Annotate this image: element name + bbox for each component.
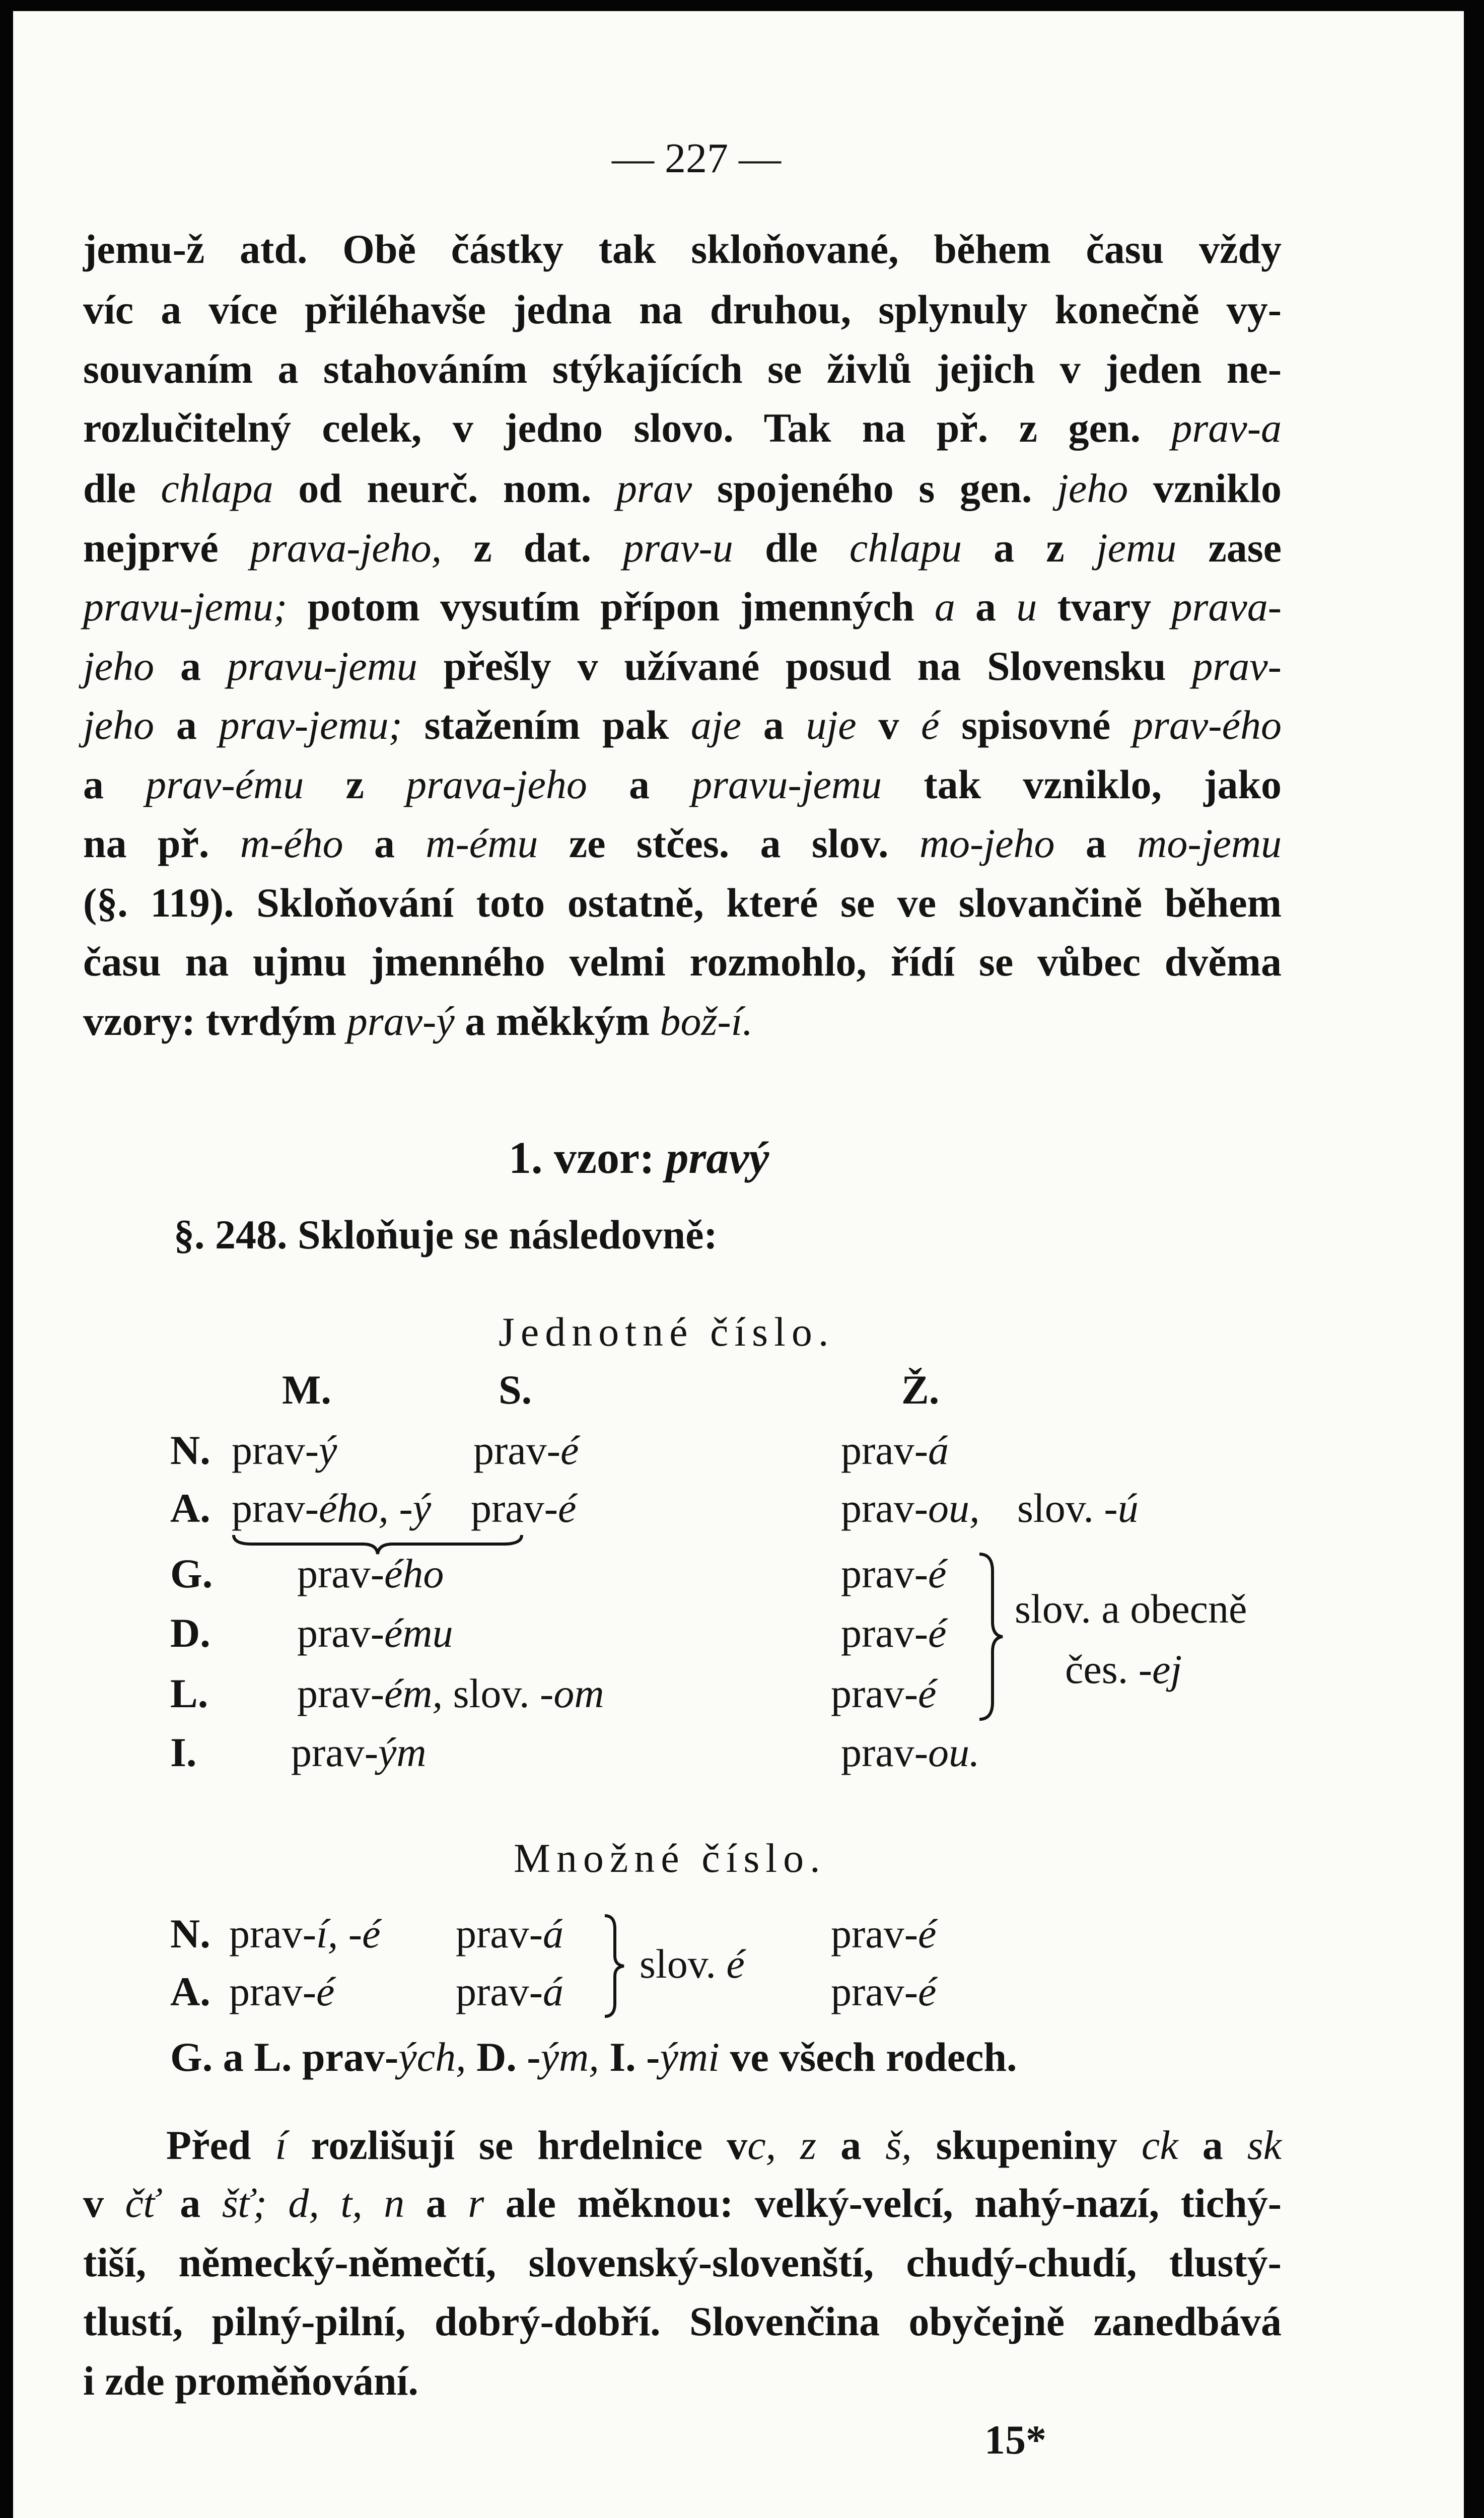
brace-note: slov. a obecně bbox=[1015, 1586, 1247, 1632]
text-line: nejprvé prava-jeho, z dat. prav-u dle chlapu a z jemu zase bbox=[83, 525, 1282, 571]
text-line: jeho a prav-jemu; stažením pak aje a uje v é spisovné prav-ého bbox=[83, 702, 1282, 748]
form-note: slov. -ú bbox=[1017, 1485, 1139, 1531]
case-label: I. bbox=[170, 1729, 197, 1775]
form-ms: prav-ým bbox=[291, 1729, 427, 1775]
text-line: souvaním a stahováním stýkajících se živlů jejich v jeden ne- bbox=[83, 346, 1282, 392]
col-header-s: S. bbox=[499, 1367, 532, 1413]
right-brace bbox=[974, 1551, 1005, 1722]
text-line: tiší, německý-němečtí, slovenský-slovenští, chudý-chudí, tlustý- bbox=[83, 2240, 1282, 2285]
brace-note: čes. -ej bbox=[1065, 1646, 1182, 1692]
form-z: prav-é bbox=[831, 1969, 937, 2014]
case-label: N. bbox=[170, 1427, 210, 1473]
form-ms: prav-ém, slov. -om bbox=[297, 1670, 604, 1716]
signature-mark: 15* bbox=[984, 2417, 1046, 2463]
right-brace bbox=[602, 1914, 627, 2019]
singular-title: Jednotné číslo. bbox=[499, 1309, 835, 1355]
text-line: rozlučitelný celek, v jedno slovo. Tak na př. z gen. prav-a bbox=[83, 405, 1282, 451]
text-line: na př. m-ého a m-ému ze stčes. a slov. mo-jeho a mo-jemu bbox=[83, 820, 1282, 866]
form-z: prav-á bbox=[841, 1427, 949, 1473]
scan-border-left bbox=[0, 0, 13, 2518]
text-line: času na ujmu jmenného velmi rozmohlo, řídí se vůbec dvěma bbox=[83, 939, 1282, 985]
text-line: tlustí, pilný-pilní, dobrý-dobří. Slovenčina obyčejně zanedbává bbox=[83, 2298, 1282, 2344]
page-number: — 227 — bbox=[612, 135, 781, 182]
text-line: (§. 119). Skloňování toto ostatně, které se ve slovančině během bbox=[83, 880, 1282, 926]
col-header-m: M. bbox=[282, 1367, 331, 1413]
text-line: jeho a pravu-jemu přešly v užívané posud na Slovensku prav- bbox=[83, 643, 1282, 689]
form-z: prav-é bbox=[831, 1670, 937, 1716]
form-m: prav-ý bbox=[232, 1427, 337, 1473]
text-line: jemu-ž atd. Obě částky tak skloňované, během času vždy bbox=[83, 226, 1282, 272]
form-m: prav-é bbox=[229, 1969, 335, 2014]
form-s: prav-á bbox=[456, 1911, 564, 1956]
form-s: prav-é bbox=[473, 1427, 579, 1473]
form-z: prav-é bbox=[831, 1911, 937, 1956]
form-ms: prav-ému bbox=[297, 1610, 453, 1656]
plural-title: Množné číslo. bbox=[514, 1835, 826, 1881]
text-line: i zde proměňování. bbox=[83, 2358, 418, 2404]
form-s: prav-é bbox=[471, 1485, 577, 1531]
text-line: v čť a šť; d, t, n a r ale měknou: velký-velcí, nahý-nazí, tichý- bbox=[83, 2180, 1282, 2226]
text-line: vzory: tvrdým prav-ý a měkkým bož-í. bbox=[83, 998, 753, 1044]
col-header-z: Ž. bbox=[901, 1367, 940, 1413]
form-z: prav-ou, bbox=[841, 1485, 980, 1531]
case-label: D. bbox=[170, 1610, 210, 1656]
text-line: víc a více přiléhavše jedna na druhou, splynuly konečně vy- bbox=[83, 287, 1282, 332]
form-m: prav-í, -é bbox=[229, 1911, 381, 1956]
case-label: A. bbox=[170, 1485, 210, 1531]
scan-border-right bbox=[1464, 0, 1484, 2518]
plural-summary: G. a L. prav-ých, D. -ým, I. -ými ve všech rodech. bbox=[170, 2034, 1017, 2080]
scan-border-top bbox=[0, 0, 1484, 11]
form-ms: prav-ého bbox=[297, 1551, 444, 1596]
form-z: prav-é bbox=[841, 1610, 947, 1656]
section-heading: 1. vzor: pravý bbox=[509, 1133, 769, 1183]
brace-note: slov. é bbox=[640, 1941, 745, 1987]
case-label: N. bbox=[170, 1911, 210, 1956]
case-label: A. bbox=[170, 1969, 210, 2014]
text-line: Před í rozlišují se hrdelnice vc, z a š, skupeniny ck a sk bbox=[166, 2122, 1282, 2168]
text-line: pravu-jemu; potom vysutím přípon jmenných a a u tvary prava- bbox=[83, 584, 1282, 630]
form-z: prav-é bbox=[841, 1551, 947, 1596]
case-label: G. bbox=[170, 1551, 213, 1596]
form-m: prav-ého, -ý bbox=[232, 1485, 432, 1531]
text-line: dle chlapa od neurč. nom. prav spojeného s gen. jeho vzniklo bbox=[83, 465, 1282, 511]
text-line: a prav-ému z prava-jeho a pravu-jemu tak vzniklo, jako bbox=[83, 761, 1282, 807]
case-label: L. bbox=[170, 1670, 208, 1716]
form-s: prav-á bbox=[456, 1969, 564, 2014]
section-paragraph: §. 248. Skloňuje se následovně: bbox=[174, 1212, 718, 1257]
form-z: prav-ou. bbox=[841, 1729, 980, 1775]
